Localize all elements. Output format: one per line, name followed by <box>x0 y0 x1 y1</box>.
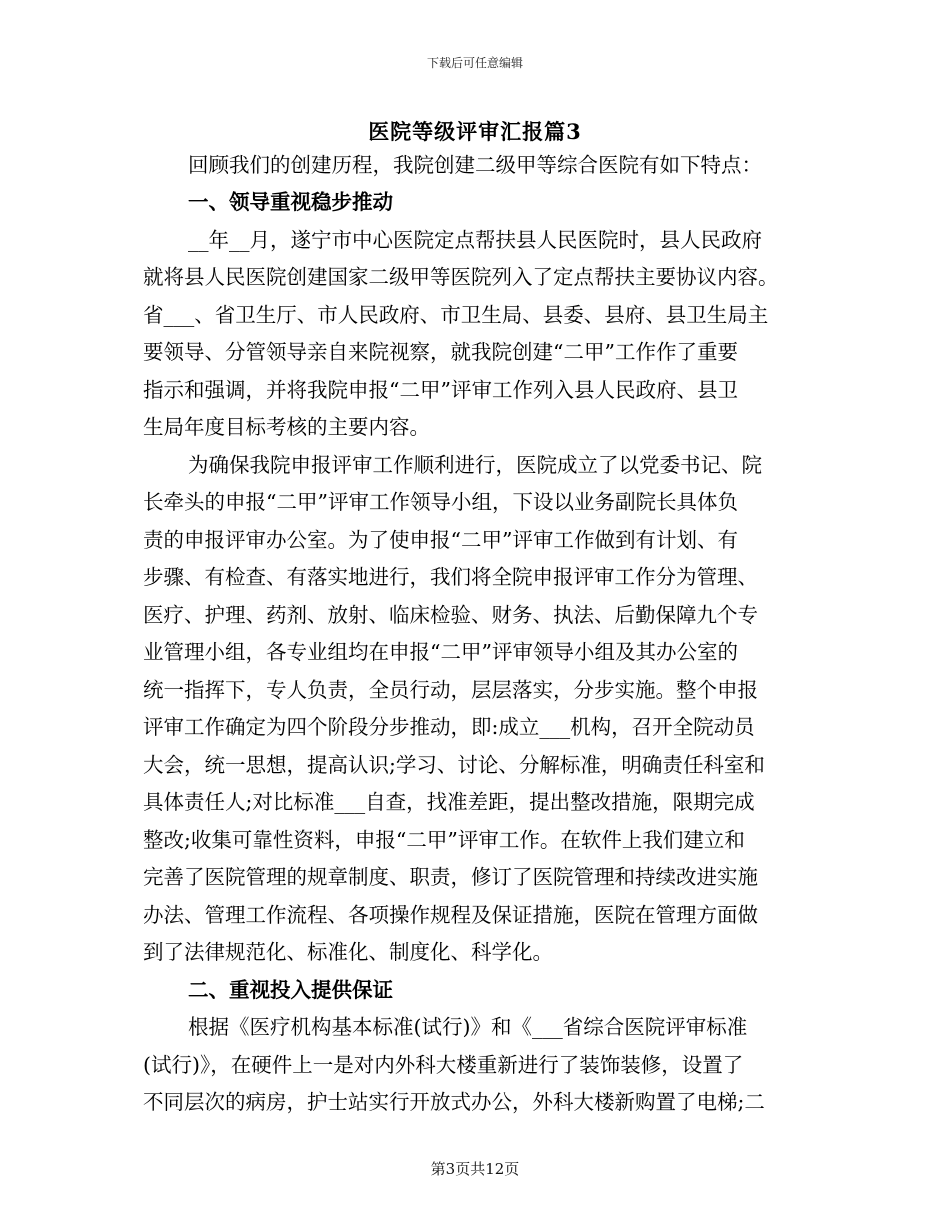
paragraph-line: 完善了医院管理的规章制度、职责，修订了医院管理和持续改进实施 <box>143 865 758 889</box>
paragraph-line: 根据《医疗机构基本标准(试行)》和《___省综合医院评审标准 <box>188 1015 748 1039</box>
paragraph-line: 要领导、分管领导亲自来院视察，就我院创建“二甲”工作作了重要 <box>143 340 738 364</box>
paragraph-line: 办法、管理工作流程、各项操作规程及保证措施，医院在管理方面做 <box>143 903 758 927</box>
paragraph-line: 统一指挥下，专人负责，全员行动，层层落实，分步实施。整个申报 <box>143 678 758 702</box>
paragraph-line: 省___、省卫生厅、市人民政府、市卫生局、县委、县府、县卫生局主 <box>143 303 769 327</box>
paragraph-line: 业管理小组，各专业组均在申报“二甲”评审领导小组及其办公室的 <box>143 640 738 664</box>
paragraph-line: 为确保我院申报评审工作顺利进行，医院成立了以党委书记、院 <box>188 453 762 477</box>
section-heading: 二、重视投入提供保证 <box>188 978 393 1002</box>
paragraph-line: 就将县人民医院创建国家二级甲等医院列入了定点帮扶主要协议内容。 <box>143 265 779 289</box>
paragraph-line: 生局年度目标考核的主要内容。 <box>143 415 430 439</box>
paragraph-line: __年__月，遂宁市中心医院定点帮扶县人民医院时，县人民政府 <box>188 228 762 252</box>
paragraph-line: 整改;收集可靠性资料，申报“二甲”评审工作。在软件上我们建立和 <box>143 828 745 852</box>
document-title: 医院等级评审汇报篇3 <box>368 119 582 144</box>
paragraph-line: 到了法律规范化、标准化、制度化、科学化。 <box>143 940 553 964</box>
paragraph-line: 具体责任人;对比标准___自查，找准差距，提出整改措施，限期完成 <box>143 790 755 814</box>
paragraph-line: 长牵头的申报“二甲”评审工作领导小组，下设以业务副院长具体负 <box>143 490 738 514</box>
section-heading: 一、领导重视稳步推动 <box>188 190 393 214</box>
paragraph-line: 评审工作确定为四个阶段分步推动，即:成立___机构，召开全院动员 <box>143 715 755 739</box>
page-number-footer: 第3页共12页 <box>430 1160 520 1178</box>
paragraph-line: 大会，统一思想，提高认识;学习、讨论、分解标准，明确责任科室和 <box>143 753 765 777</box>
paragraph-line: 步骤、有检查、有落实地进行，我们将全院申报评审工作分为管理、 <box>143 565 758 589</box>
paragraph-line: 医疗、护理、药剂、放射、临床检验、财务、执法、后勤保障九个专 <box>143 603 758 627</box>
paragraph-line: 回顾我们的创建历程，我院创建二级甲等综合医院有如下特点： <box>188 153 762 177</box>
paragraph-line: 指示和强调，并将我院申报“二甲”评审工作列入县人民政府、县卫 <box>143 378 738 402</box>
paragraph-line: 不同层次的病房，护士站实行开放式办公，外科大楼新购置了电梯;二 <box>143 1090 765 1114</box>
paragraph-line: (试行)》，在硬件上一是对内外科大楼重新进行了装饰装修，设置了 <box>143 1053 744 1077</box>
page-header-note: 下载后可任意编辑 <box>426 56 523 70</box>
paragraph-line: 责的申报评审办公室。为了使申报“二甲”评审工作做到有计划、有 <box>143 528 738 552</box>
